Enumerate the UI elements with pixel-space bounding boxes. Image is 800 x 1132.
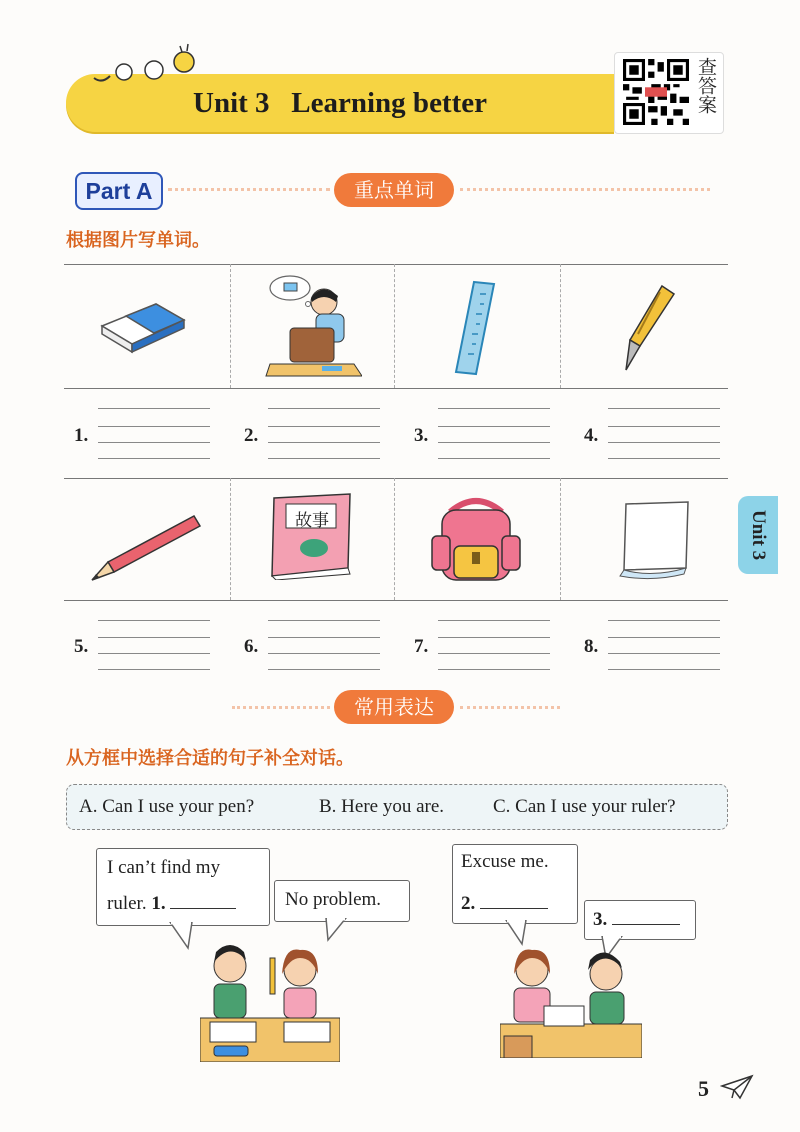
- table-line: [64, 478, 728, 479]
- qr-label: 查答案: [695, 57, 717, 114]
- bubble-text-ruler: ruler.: [107, 893, 147, 914]
- choices-box: [66, 784, 728, 830]
- paper-plane-icon: [720, 1074, 754, 1100]
- table-line: [64, 264, 728, 265]
- writing-line[interactable]: [268, 458, 380, 459]
- writing-line[interactable]: [608, 458, 720, 459]
- choice-a: A. Can I use your pen?: [79, 796, 255, 817]
- section-label-words: 重点单词: [334, 173, 454, 207]
- divider-dots: [460, 706, 560, 709]
- speech-bubble: [274, 880, 410, 922]
- writing-line[interactable]: [98, 669, 210, 670]
- item-number: 1.: [74, 425, 89, 446]
- section-label-expressions: 常用表达: [334, 690, 454, 724]
- schoolbag-icon: [428, 496, 524, 584]
- choice-c: C. Can I use your ruler?: [493, 796, 676, 817]
- choice-b: B. Here you are.: [319, 796, 445, 817]
- table-divider: [560, 478, 561, 600]
- writing-line[interactable]: [438, 426, 550, 427]
- writing-line[interactable]: [608, 669, 720, 670]
- qr-code-icon: [623, 59, 689, 125]
- item-number: 7.: [414, 636, 429, 657]
- storybook-icon: [268, 492, 352, 580]
- eraser-icon: [96, 296, 188, 354]
- instruction-expressions: 从方框中选择合适的句子补全对话。: [66, 748, 354, 769]
- blank-number: 2.: [461, 893, 476, 914]
- table-line: [64, 388, 728, 389]
- unit-side-tab[interactable]: [738, 496, 778, 574]
- unit-title: Unit 3 Learning better: [193, 87, 487, 119]
- chick-decoration-icon: [92, 40, 212, 90]
- pencil-icon: [88, 512, 204, 582]
- table-divider: [394, 478, 395, 600]
- page-number: 5: [698, 1076, 709, 1101]
- storybook-cover-text: 故事: [295, 511, 329, 531]
- bubble-text: No problem.: [285, 889, 382, 910]
- divider-dots: [232, 706, 330, 709]
- students-at-desk-illustration: [200, 938, 340, 1062]
- writing-line[interactable]: [268, 408, 380, 409]
- writing-line[interactable]: [268, 620, 380, 621]
- part-a-label: Part A: [75, 172, 163, 210]
- writing-line[interactable]: [98, 637, 210, 638]
- writing-line[interactable]: [608, 653, 720, 654]
- writing-line[interactable]: [608, 442, 720, 443]
- speech-bubble: [452, 844, 578, 924]
- bubble-tail: [168, 922, 198, 950]
- writing-line[interactable]: [98, 408, 210, 409]
- item-number: 6.: [244, 636, 259, 657]
- divider-dots: [460, 188, 710, 191]
- instruction-words: 根据图片写单词。: [66, 230, 210, 251]
- writing-line[interactable]: [98, 442, 210, 443]
- table-divider: [560, 264, 561, 388]
- bubble-text: [107, 893, 236, 915]
- bubble-text: [593, 909, 680, 931]
- bubble-text: [461, 893, 548, 915]
- writing-line[interactable]: [438, 669, 550, 670]
- writing-line[interactable]: [98, 426, 210, 427]
- writing-line[interactable]: [608, 408, 720, 409]
- writing-line[interactable]: [438, 637, 550, 638]
- writing-line[interactable]: [268, 669, 380, 670]
- answer-blank[interactable]: [612, 924, 680, 925]
- speech-bubble: [96, 848, 270, 926]
- item-number: 2.: [244, 425, 259, 446]
- boy-looking-for-eraser-icon: [262, 272, 362, 380]
- item-number: 5.: [74, 636, 89, 657]
- writing-line[interactable]: [438, 442, 550, 443]
- writing-line[interactable]: [98, 458, 210, 459]
- pen-icon: [616, 284, 676, 372]
- table-line: [64, 600, 728, 601]
- item-number: 4.: [584, 425, 599, 446]
- unit-side-tab-label: Unit 3: [748, 509, 769, 561]
- table-divider: [230, 264, 231, 388]
- qr-code-panel[interactable]: [614, 52, 724, 134]
- answer-blank[interactable]: [480, 908, 548, 909]
- writing-line[interactable]: [268, 426, 380, 427]
- blank-number: 1.: [151, 893, 166, 914]
- divider-dots: [168, 188, 330, 191]
- table-divider: [394, 264, 395, 388]
- writing-line[interactable]: [268, 653, 380, 654]
- item-number: 8.: [584, 636, 599, 657]
- bubble-text: Excuse me.: [461, 851, 549, 872]
- writing-line[interactable]: [98, 653, 210, 654]
- classroom-students-illustration: [500, 940, 642, 1058]
- writing-line[interactable]: [438, 458, 550, 459]
- writing-line[interactable]: [98, 620, 210, 621]
- writing-line[interactable]: [438, 408, 550, 409]
- writing-line[interactable]: [608, 426, 720, 427]
- writing-line[interactable]: [268, 637, 380, 638]
- table-divider: [230, 478, 231, 600]
- writing-line[interactable]: [438, 620, 550, 621]
- writing-line[interactable]: [608, 620, 720, 621]
- speech-bubble: [584, 900, 696, 940]
- writing-line[interactable]: [268, 442, 380, 443]
- writing-line[interactable]: [608, 637, 720, 638]
- blank-number: 3.: [593, 909, 608, 930]
- answer-blank[interactable]: [170, 908, 236, 909]
- bubble-text: I can’t find my: [107, 857, 221, 878]
- item-number: 3.: [414, 425, 429, 446]
- writing-line[interactable]: [438, 653, 550, 654]
- ruler-icon: [452, 280, 502, 376]
- paper-icon: [612, 498, 696, 582]
